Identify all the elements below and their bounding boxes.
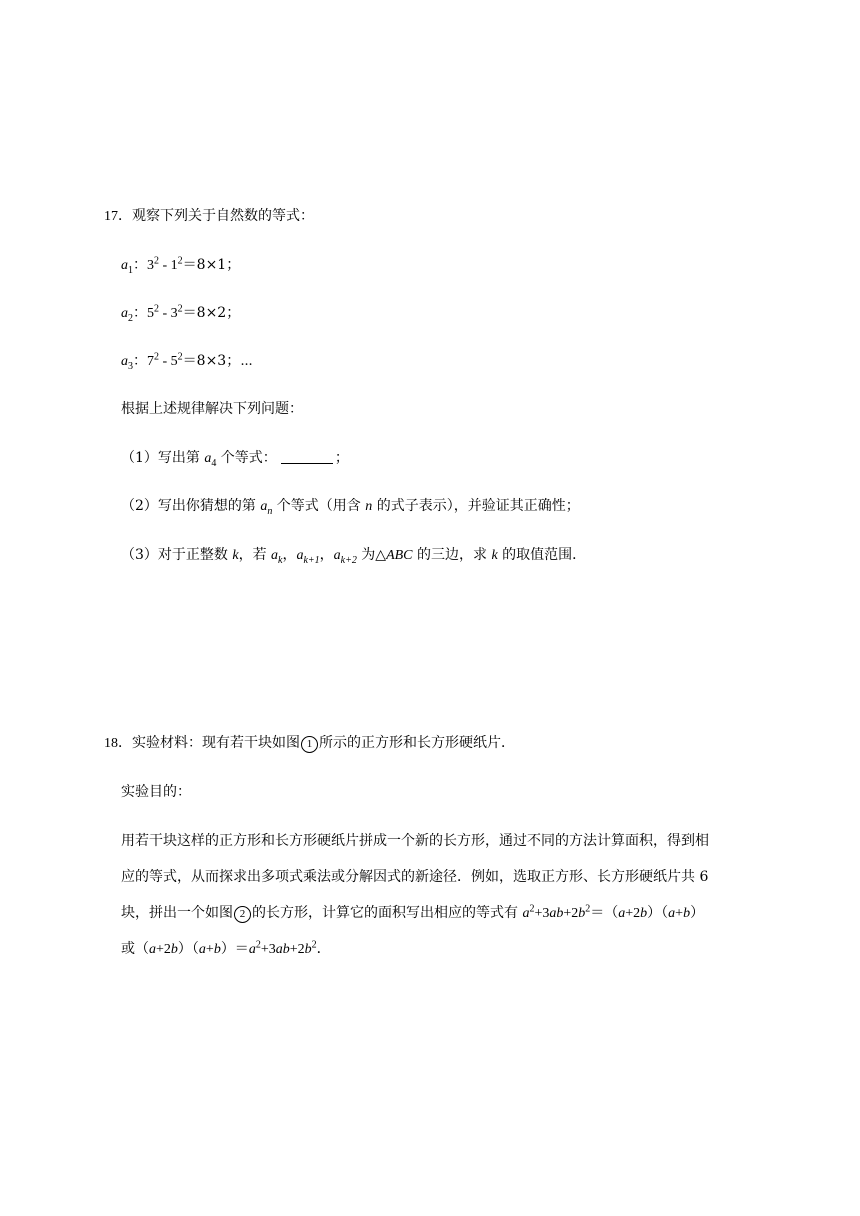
q17-instruction (121, 399, 303, 419)
paragraph-text: 块，拼出一个如图 (121, 905, 233, 921)
exponent: 2 (154, 303, 159, 315)
var-ab: ab (549, 906, 564, 921)
part-text: 个等式： (216, 450, 277, 466)
intro-text: 实验材料：现有若干块如图 (132, 735, 300, 751)
var-b: b (640, 906, 648, 921)
var-ab: ab (275, 942, 290, 957)
equation-rest: ＝8×1； (182, 257, 241, 273)
subscript: n (267, 505, 273, 517)
paragraph-text: 的长方形，计算它的面积写出相应的等式有 (252, 905, 523, 921)
math-text: ． (316, 941, 331, 957)
math-text: ＝（ (590, 905, 619, 921)
exponent: 2 (154, 255, 159, 267)
subscript: 2 (128, 312, 133, 324)
exponent: 2 (177, 255, 183, 267)
part-text: 的取值范围． (497, 547, 587, 563)
var-a: a (333, 548, 341, 563)
var-b: b (304, 942, 312, 957)
answer-blank[interactable] (281, 449, 333, 464)
var-b: b (578, 906, 586, 921)
math-text: +3 (534, 906, 550, 921)
math-text: + (205, 942, 214, 957)
var-a: a (121, 306, 128, 321)
triangle-abc: ABC (386, 548, 413, 563)
math-text: +3 (260, 942, 276, 957)
comma: ， (319, 547, 334, 563)
subscript: k+1 (303, 554, 320, 566)
circled-number-icon: 1 (301, 736, 318, 753)
minus: - (159, 258, 171, 273)
exponent: 2 (177, 303, 183, 315)
var-k: k (491, 548, 498, 563)
var-a: a (271, 548, 279, 563)
exponent: 2 (529, 903, 535, 915)
exponent: 2 (154, 351, 159, 363)
base: 5 (147, 306, 154, 321)
part-text: 为△ (356, 547, 387, 563)
circled-number-icon: 2 (234, 906, 251, 923)
subscript: 3 (128, 360, 133, 372)
q18-paragraph-line-4 (121, 939, 331, 960)
paragraph-text: 应的等式，从而探求出多项式乘法或分解因式的新途径．例如，选取正方形、长方形硬纸片共 6 (121, 869, 709, 885)
minus: - (159, 354, 171, 369)
part-text: （1）写出第 (121, 450, 205, 466)
math-text: +2 (563, 906, 579, 921)
var-b: b (683, 906, 691, 921)
var-k: k (232, 548, 239, 563)
colon: ： (133, 257, 147, 273)
subscript: k+2 (340, 554, 357, 566)
var-b: b (213, 942, 221, 957)
subscript: k (278, 554, 283, 566)
var-a: a (204, 451, 212, 466)
exponent: 2 (177, 351, 183, 363)
q18-purpose (121, 782, 191, 802)
math-text: ） (690, 905, 705, 921)
paragraph-text: 用若干块这样的正方形和长方形硬纸片拼成一个新的长方形，通过不同的方法计算面积，得到相 (121, 833, 709, 849)
instruction-text: 根据上述规律解决下列问题： (121, 401, 303, 417)
var-a: a (260, 499, 268, 514)
q17-part-3 (121, 545, 586, 566)
question-number: 18． (104, 736, 132, 751)
math-text: ）＝ (220, 941, 249, 957)
math-text: +2 (289, 942, 305, 957)
math-text: ）（ (177, 941, 199, 957)
part-text: 的三边，求 (412, 547, 492, 563)
var-b: b (170, 942, 178, 957)
q17-heading (104, 206, 314, 227)
part-text: ； (334, 450, 349, 466)
base: 5 (170, 354, 178, 369)
q18-heading (104, 733, 515, 754)
q18-paragraph-line-1 (121, 831, 709, 851)
var-n: n (365, 499, 373, 514)
exponent: 2 (255, 939, 261, 951)
base: 7 (147, 354, 154, 369)
var-a: a (668, 906, 676, 921)
q17-equation-2 (121, 303, 240, 324)
part-text: 个等式（用含 (272, 498, 366, 514)
part-text: （2）写出你猜想的第 (121, 498, 261, 514)
equation-rest: ＝8×2； (182, 305, 241, 321)
exponent: 2 (311, 939, 317, 951)
var-a: a (618, 906, 626, 921)
var-a: a (121, 354, 128, 369)
purpose-text: 实验目的： (121, 784, 191, 800)
math-text: ）（ (647, 905, 669, 921)
math-text: +2 (156, 942, 171, 957)
colon: ： (133, 353, 147, 369)
part-text: （3）对于正整数 (121, 547, 233, 563)
q17-part-1 (121, 448, 349, 469)
base: 3 (170, 306, 178, 321)
var-a: a (296, 548, 304, 563)
part-text: 的式子表示），并验证其正确性； (372, 498, 580, 514)
var-a: a (248, 942, 256, 957)
subscript: 4 (211, 457, 217, 469)
equation-rest: ＝8×3；⋯ (182, 353, 253, 369)
base: 3 (147, 258, 154, 273)
var-a: a (522, 906, 530, 921)
subscript: 1 (128, 264, 133, 276)
colon: ： (133, 305, 147, 321)
q18-paragraph-line-3 (121, 903, 704, 924)
exponent: 2 (585, 903, 591, 915)
var-a: a (198, 942, 206, 957)
math-text: + (675, 906, 684, 921)
question-number: 17． (104, 209, 132, 224)
intro-text: 所示的正方形和长方形硬纸片． (319, 735, 515, 751)
minus: - (159, 306, 171, 321)
var-a: a (121, 258, 128, 273)
question-intro: 观察下列关于自然数的等式： (132, 208, 314, 224)
q18-paragraph-line-2 (121, 867, 708, 887)
q17-part-2 (121, 496, 580, 517)
part-text: ，若 (238, 547, 272, 563)
base: 1 (170, 258, 178, 273)
math-text: +2 (625, 906, 641, 921)
comma: ， (282, 547, 297, 563)
q17-equation-1 (121, 255, 240, 276)
var-a: a (149, 942, 156, 957)
math-text: 或（ (121, 941, 149, 957)
q17-equation-3 (121, 351, 253, 372)
